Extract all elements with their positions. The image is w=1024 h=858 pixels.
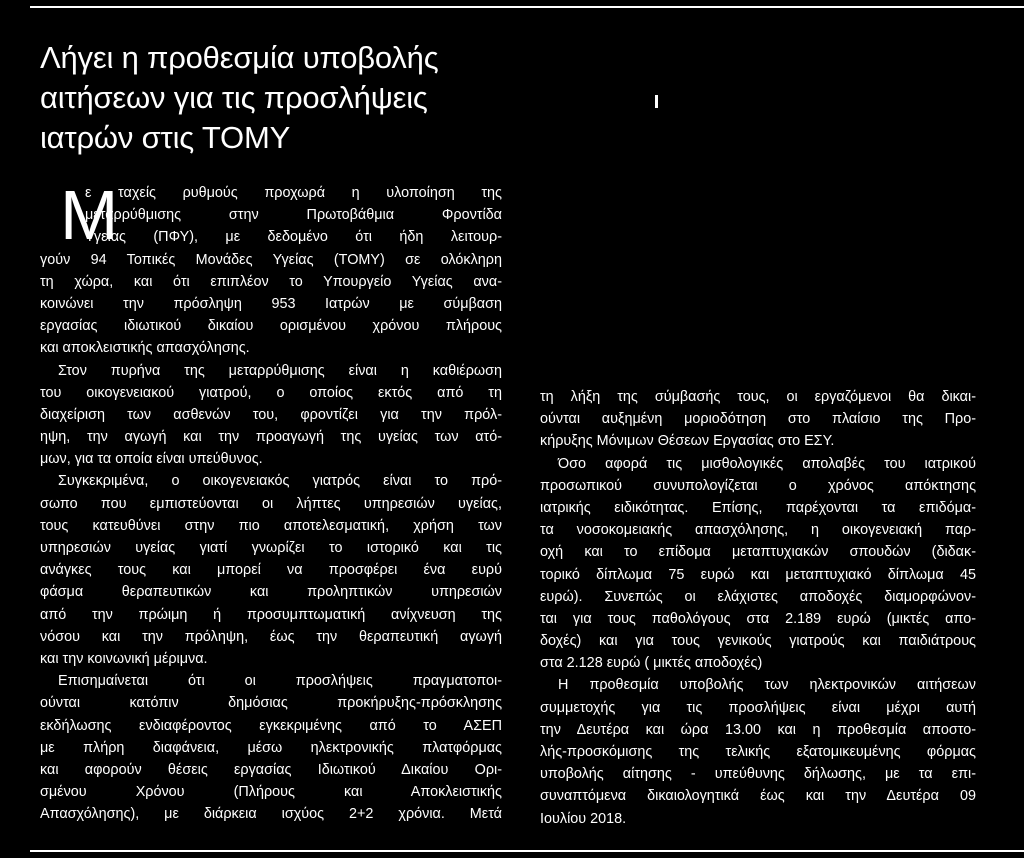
text-line: Συγκεκριμένα, ο οικογενειακός γιατρός είναι το πρό- [58,473,502,490]
headline-line: Λήγει η προθεσμία υποβολής [40,40,439,75]
article-column-right [540,386,976,830]
text-line: διαχείριση των ασθενών του, φροντίζει για την πρόλ- [40,406,502,423]
text-line: κοινώνει την πρόσληψη 953 Ιατρών με σύμβαση [40,295,502,312]
text-line: συμμετοχής για τις προσλήψεις είναι μέχρι αυτή [540,699,976,716]
text-line: Όσο αφορά τις μισθολογικές απολαβές του ιατρικού [558,455,976,472]
text-line: εκδήλωσης ενδιαφέροντος εγκεκριμένης από το ΑΣΕΠ [40,717,502,734]
text-line: τορικό δίπλωμα 75 ευρώ και μεταπτυχιακό δίπλωμα 45 [540,566,976,583]
text-line: ευρώ). Συνεπώς οι ελάχιστες αποδοχές διαμορφώνον- [540,588,976,605]
text-line: δοχές) και για τους γενικούς γιατρούς και παιδιάτρους [540,633,976,650]
text-line: μεταρρύθμισης στην Πρωτοβάθμια Φροντίδα [85,207,502,224]
top-rule [30,6,1024,8]
text-line: εργασίας ιδιωτικού δικαίου ορισμένου χρόνου πλήρους [40,318,502,335]
text-line: με πλήρη διαφάνεια, μέσω ηλεκτρονικής πλατφόρμας [40,739,502,756]
text-line: ται για τους παθολόγους στα 2.189 ευρώ (μικτές απο- [540,610,976,627]
article-headline [40,38,540,158]
text-line: τη λήξη της σύμβασής τους, οι εργαζόμενοι θα δικαι- [540,389,976,405]
text-line: Στον πυρήνα της μεταρρύθμισης είναι η καθιέρωση [58,362,502,379]
text-line: ανάγκες τους και μπορεί να προσφέρει ένα ευρύ [40,562,502,579]
text-line: νόσου και την πρόληψη, έως την θεραπευτική αγωγή [40,628,502,645]
text-line: προσωπικού συνυπολογίζεται ο χρόνος απόκτησης [540,477,976,494]
text-line: τα νοσοκομειακής απασχόλησης, η οικογενειακή παρ- [540,522,976,539]
text-line: φάσμα θεραπευτικών και προληπτικών υπηρεσιών [40,584,502,601]
stray-mark [655,95,658,108]
text-line: Απασχόλησης), με διάρκεια ισχύος 2+2 χρόνια. Μετά [40,806,502,823]
text-line: ηψη, την αγωγή και την προαγωγή της υγείας των ατό- [40,429,502,446]
text-line: σωπο που εμπιστεύονται οι λήπτες υπηρεσιών υγείας, [40,495,502,512]
text-line: συναπτόμενα δικαιολογητικά έως και την Δευτέρα 09 [540,788,976,805]
text-line: στα 2.128 ευρώ ( μικτές αποδοχές) [540,655,763,672]
text-line: σμένου Χρόνου (Πλήρους και Αποκλειστικής [40,784,502,801]
text-line: ούνται κατόπιν δημόσιας προκήρυξης-πρόσκλησης [40,695,502,712]
article-column-left [40,176,502,825]
text-line: υποβολής αίτησης - υπεύθυνης δήλωσης, με τα επι- [540,766,976,783]
text-line: και αποκλειστικής απασχόλησης. [40,340,250,357]
text-line: και αφορούν θέσεις εργασίας Ιδιωτικού Δικαίου Ορι- [40,761,502,778]
text-line: Υγείας (ΠΦΥ), με δεδομένο ότι ήδη λειτουρ- [85,229,502,246]
text-line: του οικογενειακού γιατρού, ο οποίος εκτός από τη [40,384,502,401]
text-line: ούνται αυξημένη μοριοδότηση στο πλαίσιο της Προ- [540,411,976,428]
text-line: μων, για τα οποία είναι υπεύθυνος. [40,451,263,468]
text-line: υπηρεσιών υγείας γιατί γνωρίζει το ιστορικό και τις [40,540,502,556]
text-line: και την κοινωνική μέριμνα. [40,650,208,667]
headline-line: αιτήσεων για τις προσλήψεις [40,80,428,115]
headline-line: ιατρών στις ΤΟΜΥ [40,120,291,155]
text-line: οχή και το επίδομα μεταπτυχιακών σπουδών (διδακ- [540,544,976,561]
text-line: Επισημαίνεται ότι οι προσλήψεις πραγματοποι- [58,673,502,690]
drop-cap: Μ [60,176,119,254]
text-line: τους κατευθύνει στην πιο αποτελεσματική, χρήση των [40,517,502,534]
text-line: τη χώρα, και ότι επιπλέον το Υπουργείο Υγείας ανα- [40,273,502,290]
text-line: κήρυξης Μόνιμων Θέσεων Εργασίας στο ΕΣΥ. [540,433,835,450]
text-line: ιατρικής ειδικότητας. Επίσης, παρέχονται τα επιδόμα- [540,499,976,516]
text-line: την Δευτέρα και ώρα 13.00 και η προθεσμία αποστο- [540,721,976,738]
text-line: ε ταχείς ρυθμούς προχωρά η υλοποίηση της [85,185,502,201]
text-line: από την πρώιμη ή προσυμπτωματική ανίχνευση της [40,606,502,623]
text-line: Ιουλίου 2018. [540,810,627,827]
bottom-rule [30,850,1024,852]
text-line: Η προθεσμία υποβολής των ηλεκτρονικών αιτήσεων [558,677,976,694]
text-line: λής-προσκόμισης της τελικής εξατομικευμένης φόρμας [540,744,976,760]
text-line: γούν 94 Τοπικές Μονάδες Υγείας (ΤΟΜΥ) σε ολόκληρη [40,251,502,268]
